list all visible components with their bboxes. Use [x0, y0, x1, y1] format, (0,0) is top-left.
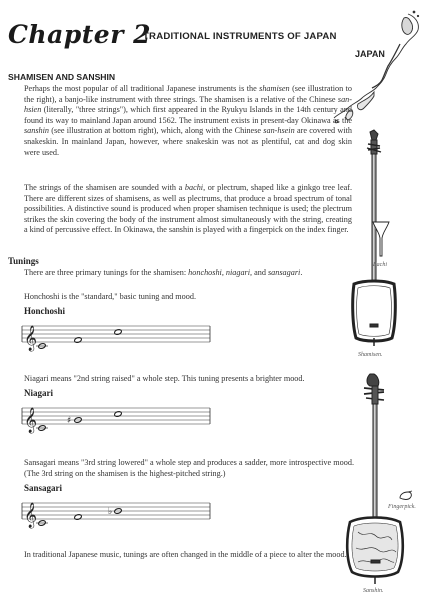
treble-clef-icon: 𝄞 — [24, 408, 38, 433]
niagari-label: Niagari — [24, 388, 53, 398]
niagari-staff — [20, 398, 220, 438]
sanshin-caption: Sanshin. — [363, 588, 384, 594]
text-run: bachi — [184, 183, 204, 192]
text-run: (literally, "three strings"), which first appeared in the Ryukyu Islands in the 14th century and found its way to mainland Japan around 1562. The instrument exists in present-day Okinawa as the — [24, 105, 352, 125]
tunings-intro — [24, 268, 354, 279]
text-run: and — [252, 268, 268, 277]
treble-clef-icon: 𝄞 — [24, 326, 38, 351]
text-run: (see illustration to the right), a banjo-like instrument with three strings. The shamisen is a relative of the Chinese — [24, 84, 352, 104]
sharp-sign: ♯ — [67, 416, 72, 426]
text-run: honchoshi, niagari, — [188, 268, 253, 277]
sansagari-label: Sansagari — [24, 483, 63, 493]
text-run: shamisen — [259, 84, 290, 93]
text-run: Perhaps the most popular of all traditional Japanese instruments is the — [24, 84, 260, 93]
section-title: SHAMISEN AND SANSHIN — [8, 72, 116, 82]
shamisen-caption: Shamisen. — [358, 352, 383, 358]
sansagari-description: Sansagari means "3rd string lowered" a whole step and produces a sadder, more introspective mood. (The 3rd string on the shamisen is the highest-pitched string.) — [24, 458, 354, 478]
text-run: (see illustration at bottom right), which, along with the Chinese — [49, 126, 264, 136]
flat-sign: ♭ — [108, 507, 113, 517]
whole-note — [114, 329, 122, 336]
treble-clef-icon: 𝄞 — [24, 503, 38, 528]
fingerpick-illustration — [398, 490, 414, 502]
text-run: There are three primary tunings for the shamisen: — [24, 268, 189, 277]
text-run: are covered with snakeskin. In mainland Japan, however, where snakeskin was not as plentiful, cat and dog skin were used. — [24, 126, 352, 157]
text-run: The strings of the shamisen are sounded with a — [24, 183, 185, 192]
text-run: sansagari — [268, 268, 301, 277]
text-run: sanshin — [24, 126, 50, 136]
niagari-description: Niagari means "2nd string raised" a whole step. This tuning presents a brighter mood. — [24, 374, 305, 383]
honchoshi-label: Honchoshi — [24, 306, 66, 316]
tunings-heading: Tunings — [8, 256, 39, 266]
bachi-illustration — [371, 220, 391, 258]
sanshin-illustration — [340, 372, 416, 588]
text-run: san-hsien — [24, 94, 352, 115]
chapter-subtitle: TRADITIONAL INSTRUMENTS OF JAPAN — [143, 31, 337, 42]
fingerpick-caption: Fingerpick. — [388, 504, 416, 510]
text-run: san-hsein — [263, 126, 295, 136]
text-run: , or plectrum, shaped like a ginkgo tree leaf. There are different sizes of shamisens, as well as plectrums, that produce a broad spectrum of tonal possibilities. A distinctive sound is produced when proper shamisen technique is used; the plectrum strikes the skin covering the body of the instrument almost simultaneously with the string, creating a kind of percussive effect. In Okinawa, the sanshin is played with a fingerpick on the index finger. — [24, 183, 352, 235]
paragraph-intro — [24, 84, 352, 158]
text-run: . — [300, 268, 303, 277]
whole-note — [114, 411, 122, 418]
honchoshi-staff — [20, 316, 220, 356]
whole-note — [74, 337, 82, 344]
paragraph-bachi — [24, 183, 352, 236]
map-label: JAPAN — [355, 49, 385, 59]
whole-note — [74, 514, 82, 521]
honchoshi-description: Honchoshi is the "standard," basic tuning and mood. — [24, 292, 197, 301]
closing-note: In traditional Japanese music, tunings are often changed in the middle of a piece to alter the mood. — [24, 550, 347, 559]
bachi-caption: Bachi — [373, 262, 387, 268]
sansagari-staff — [20, 493, 220, 533]
chapter-title: Chapter 2 — [8, 20, 151, 49]
